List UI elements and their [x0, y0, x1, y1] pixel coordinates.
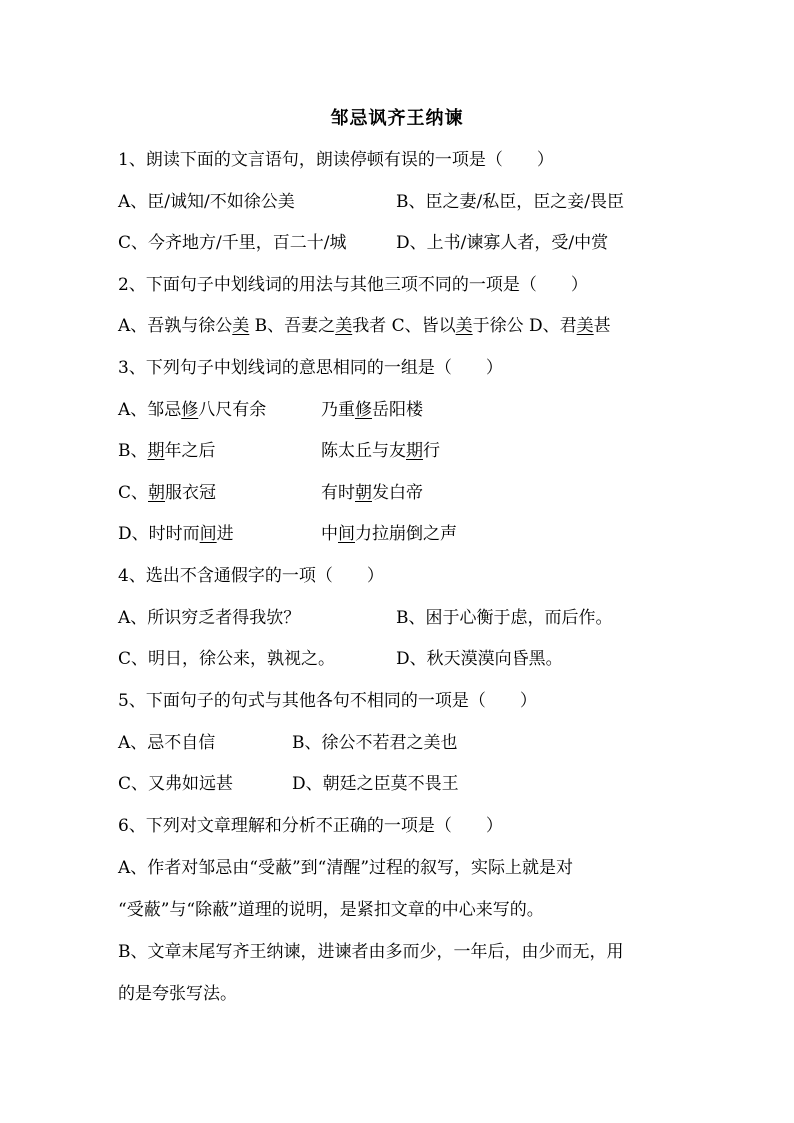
question-6-option-b-line-1: B、文章末尾写齐王纳谏，进谏者由多而少，一年后，由少而无，用 [118, 942, 624, 962]
question-5-stem: 5、下面句子的句式与其他各句不相同的一项是（ ） [118, 691, 537, 711]
q3-option-c-left [118, 481, 216, 505]
q3-d-left-text: D、时时而 [118, 524, 200, 544]
question-4-option-c: C、明日，徐公来，孰视之。 [118, 649, 336, 669]
q3-option-b-left [118, 439, 216, 463]
question-2-options [118, 314, 611, 338]
q3-option-c-right [321, 481, 423, 505]
q3-c-right-underlined: 朝 [355, 483, 372, 503]
q3-d-left-rest: 进 [216, 524, 234, 544]
q3-option-d-left [118, 522, 234, 546]
q2-option-a-text: A、吾孰与徐公 [118, 316, 233, 336]
question-1-option-a: A、臣/诚知/不如徐公美 [118, 192, 295, 212]
q2-option-a-underlined: 美 [232, 316, 250, 336]
question-1-stem: 1、朗读下面的文言语句，朗读停顿有误的一项是（ ） [118, 150, 554, 170]
question-6-option-a-line-1: A、作者对邹忌由“受蔽”到“清醒”过程的叙写，实际上就是对 [118, 858, 574, 878]
question-5-option-d: D、朝廷之臣莫不畏王 [292, 774, 459, 794]
q2-option-c-rest: 于徐公 [472, 316, 524, 336]
q3-d-right-text: 中 [321, 524, 338, 544]
question-6-option-b-line-2: 的是夸张写法。 [118, 984, 237, 1004]
q3-b-right-text: 陈太丘与友 [321, 441, 406, 461]
q3-b-right-underlined: 期 [406, 441, 423, 461]
q3-a-left-text: A、邹忌 [118, 400, 182, 420]
question-5-option-b: B、徐公不若君之美也 [292, 733, 458, 753]
q3-b-left-rest: 年之后 [164, 441, 216, 461]
q3-a-right-rest: 岳阳楼 [372, 400, 423, 420]
question-1-option-b: B、臣之妻/私臣，臣之妾/畏臣 [396, 192, 624, 212]
question-5-option-a: A、忌不自信 [118, 733, 216, 753]
q3-b-right-rest: 行 [423, 441, 440, 461]
question-4-option-b: B、困于心衡于虑，而后作。 [396, 608, 613, 628]
q3-option-b-right [321, 439, 440, 463]
q3-a-left-underlined: 修 [181, 400, 199, 420]
question-1-option-c: C、今齐地方/千里，百二十/城 [118, 233, 347, 253]
q3-c-right-text: 有时 [321, 483, 355, 503]
q3-c-left-rest: 服衣冠 [165, 483, 217, 503]
question-4-stem: 4、选出不含通假字的一项（ ） [118, 566, 384, 586]
q2-option-b-underlined: 美 [335, 316, 353, 336]
q3-d-right-underlined: 间 [338, 524, 355, 544]
q3-c-left-text: C、 [118, 483, 149, 503]
question-1-option-d: D、上书/谏寡人者，受/中赏 [396, 233, 609, 253]
q3-option-d-right [321, 522, 457, 546]
question-6-option-a-line-2: “受蔽”与“除蔽”道理的说明，是紧扣文章的中心来写的。 [118, 900, 544, 920]
q3-d-right-rest: 力拉崩倒之声 [355, 524, 457, 544]
q3-d-left-underlined: 间 [199, 524, 217, 544]
q2-option-d-text: D、君 [523, 316, 577, 336]
q3-c-right-rest: 发白帝 [372, 483, 423, 503]
q2-option-c-text: C、皆以 [386, 316, 456, 336]
q3-c-left-underlined: 朝 [148, 483, 166, 503]
question-4-option-a: A、所识穷乏者得我欤？ [118, 608, 301, 628]
q3-option-a-right [321, 398, 423, 422]
question-6-stem: 6、下列对文章理解和分析不正确的一项是（ ） [118, 816, 503, 836]
q2-option-b-rest: 我者 [352, 316, 387, 336]
question-4-option-d: D、秋天漠漠向昏黑。 [396, 649, 563, 669]
question-5-option-c: C、又弗如远甚 [118, 774, 234, 794]
question-2-stem: 2、下面句子中划线词的用法与其他三项不同的一项是（ ） [118, 275, 588, 295]
question-3-stem: 3、下列句子中划线词的意思相同的一组是（ ） [118, 358, 503, 378]
q3-a-right-text: 乃重 [321, 400, 355, 420]
q3-option-a-left [118, 398, 266, 422]
q3-a-left-rest: 八尺有余 [198, 400, 267, 420]
q3-b-left-text: B、 [118, 441, 148, 461]
q2-option-c-underlined: 美 [455, 316, 473, 336]
q3-b-left-underlined: 期 [147, 441, 165, 461]
page-title: 邹忌讽齐王纳谏 [330, 108, 464, 129]
q2-option-d-underlined: 美 [576, 316, 594, 336]
q2-option-d-rest: 甚 [593, 316, 611, 336]
q3-a-right-underlined: 修 [355, 400, 372, 420]
q2-option-b-text: B、吾妻之 [249, 316, 336, 336]
